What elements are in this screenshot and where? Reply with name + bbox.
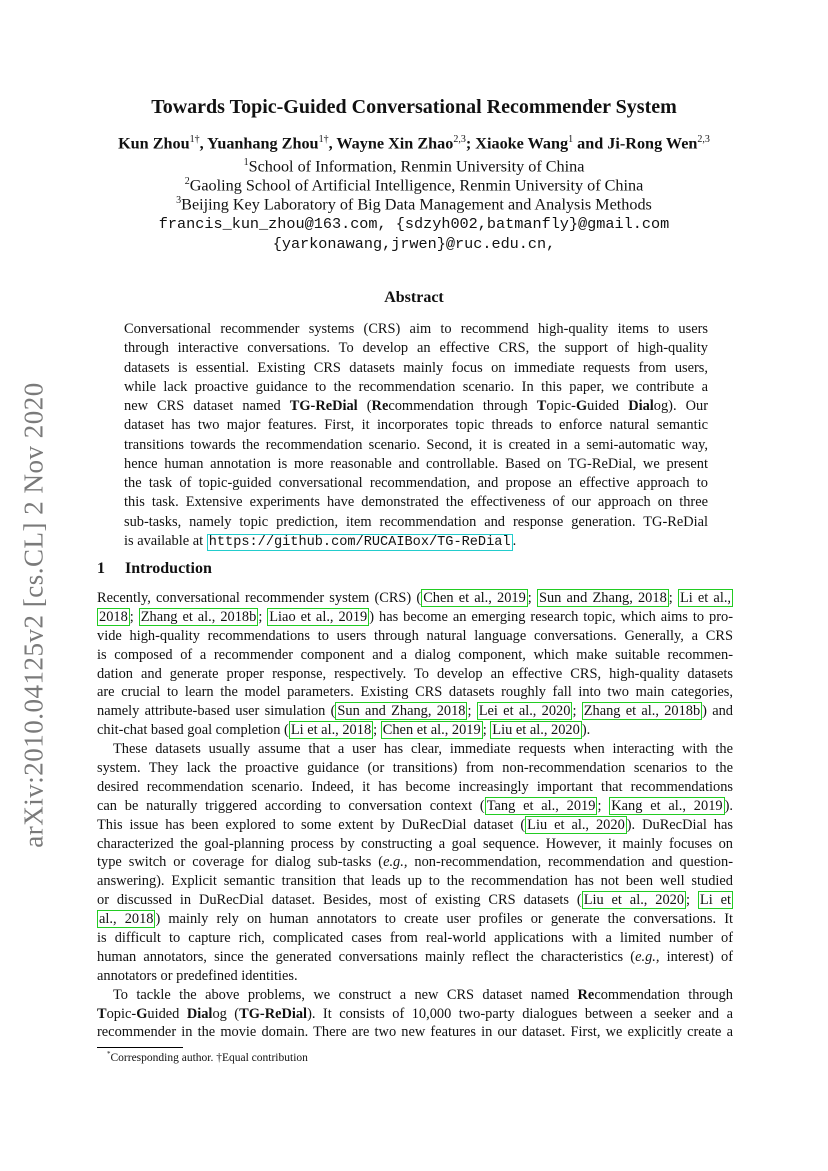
affiliation: $^1$School of Information, Renmin University of China (243, 157, 585, 176)
body-line: dation and generate proper response, respectively. To develop an effective CRS, high-quality datasets (97, 665, 733, 682)
citation-link[interactable]: 2018 (99, 608, 128, 625)
footnote: *Corresponding author. †Equal contribution (107, 1050, 308, 1064)
citation-link[interactable]: Chen et al., 2019 (423, 590, 526, 606)
citation-link[interactable]: Kang et al., 2019 (611, 797, 723, 814)
citation-link[interactable]: Tang et al., 2019 (486, 797, 596, 814)
abstract-line: datasets is essential. Existing CRS datasets mainly focus on immediate requests from users, (124, 359, 708, 376)
body-line: Recently, conversational recommender system (CRS) ( Chen et al., 2019 ; Sun and Zhang, 2018 ; Li et al., (97, 590, 732, 606)
footnote-rule (97, 1047, 183, 1048)
body-line: are crucial to learn the model parameters. Existing CRS datasets roughly fall into two main categories, (97, 684, 733, 701)
body-line: annotators or predefined identities. (97, 967, 298, 984)
abstract-line: the task of topic-guided conversational recommendation, and propose an effective approach to (124, 475, 708, 491)
body-line: human annotators, since the generated conversations mainly reflect the characteristics (e.g., interest) of (97, 948, 733, 965)
author-emails: francis_kun_zhou@163.com, {sdzyh002,batmanfly}@gmail.com (158, 215, 670, 233)
paper-title: Towards Topic-Guided Conversational Recommender System (151, 96, 677, 118)
citation-link[interactable]: Sun and Zhang, 2018 (538, 590, 667, 606)
author-name: Wayne Xin Zhao (336, 134, 454, 153)
body-line: This issue has been explored to some extent by DuRecDial dataset ( Liu et al., 2020 ). DuRecDial has (97, 816, 733, 833)
body-line: al., 2018 ) mainly rely on human annotators to create user profiles or generate the conversations. It (99, 911, 733, 928)
section-heading: 1 Introduction (97, 560, 212, 577)
citation-link[interactable]: Sun and Zhang, 2018 (337, 703, 466, 720)
citation-link[interactable]: Li et al., (679, 590, 732, 606)
citation-link[interactable]: Liu et al., 2020 (492, 722, 580, 739)
body-line: Topic-Guided Dialog (TG-ReDial). It consists of 10,000 two-party dialogues between a seeker and a (97, 1005, 733, 1022)
abstract-line: is available at https://github.com/RUCAIBox/TG-ReDial . (124, 532, 517, 550)
body-line: type switch or coverage for dialog sub-tasks (e.g., non-recommendation, recommendation and question- (97, 854, 733, 871)
body-line: system. They lack the proactive guidance (or transitions) from non-recommendation scenarios to the (97, 760, 733, 777)
body-line: is composed of a recommender component and a dialog component, which make suitable recommen- (97, 646, 733, 663)
body-line: These datasets usually assume that a user has clear, immediate requests when interacting with the (113, 741, 733, 758)
author-emails: {yarkonawang,jrwen}@ruc.edu.cn, (272, 235, 556, 253)
author-list: Kun Zhou$^{1\dagger}$, Yuanhang Zhou$^{1\dagger}$, Wayne Xin Zhao$^{2,3}$; Xiaoke Wang$^1$ and Ji-Rong Wen$^{2,3}$ (118, 134, 710, 153)
body-line: chit-chat based goal completion ( Li et al., 2018 ; Chen et al., 2019 ; Liu et al., 2020 ). (97, 722, 591, 739)
abstract-line: Conversational recommender systems (CRS) aim to recommend high-quality items to users (124, 321, 708, 337)
abstract-line: transitions towards the recommendation scenario. Second, it is created in a semi-automatic way, (124, 436, 708, 453)
body-line: recommender in the movie domain. There are two new features in our dataset. First, we explicitly create a (97, 1024, 733, 1041)
abstract-line: through interactive conversations. To develop an effective CRS, the support of high-quality (124, 340, 708, 357)
body-line: answering). Explicit semantic transition that leads up to the recommendation has not been well studied (97, 873, 733, 890)
citation-link[interactable]: al., 2018 (99, 911, 154, 928)
citation-link[interactable]: Lei et al., 2020 (478, 703, 571, 720)
body-line: vide high-quality recommendations to users through natural language conversations. Generally, a CRS (97, 627, 733, 644)
citation-link[interactable]: Zhang et al., 2018b (140, 608, 257, 625)
citation-link[interactable]: Liu et al., 2020 (527, 816, 625, 833)
body-line: To tackle the above problems, we construct a new CRS dataset named Recommendation through (113, 986, 733, 1003)
abstract-line: hence human annotation is more reasonable and controllable. Based on TG-ReDial, we present (124, 455, 708, 472)
body-line: namely attribute-based user simulation ( Sun and Zhang, 2018 ; Lei et al., 2020 ; Zhang et al., 2018b ) and (97, 703, 733, 720)
abstract-heading: Abstract (384, 289, 444, 306)
author-name: Ji-Rong Wen (607, 134, 698, 153)
body-line: characterized the goal-planning process by constructing a goal sequence. However, it mainly focuses on (97, 835, 733, 852)
citation-link[interactable]: Li et al., 2018 (290, 722, 372, 739)
author-name: Kun Zhou (118, 134, 190, 153)
author-name: Xiaoke Wang (475, 134, 569, 153)
github-link[interactable]: https://github.com/RUCAIBox/TG-ReDial (208, 534, 511, 550)
abstract-line: new CRS dataset named TG-ReDial (Recommendation through Topic-Guided Dialog). Our (124, 398, 709, 414)
citation-link[interactable]: Liao et al., 2019 (269, 608, 368, 625)
abstract-line: this task. Extensive experiments have demonstrated the effectiveness of our approach on three (124, 494, 708, 511)
introduction-body (97, 589, 733, 1042)
citation-link[interactable]: Li et (699, 892, 731, 909)
author-name: Yuanhang Zhou (207, 134, 319, 153)
body-line: or discussed in DuRecDial dataset. Besides, most of existing CRS datasets ( Liu et al., 2020 ; Li et (97, 892, 731, 909)
arxiv-stamp: arXiv:2010.04125v2 [cs.CL] 2 Nov 2020 (18, 382, 49, 848)
body-line: 2018 ; Zhang et al., 2018b ; Liao et al., 2019 ) has become an emerging research topic, which aims to pro- (99, 608, 733, 625)
abstract-line: dataset has two major features. First, it incorporates topic threads to enforce natural semantic (124, 417, 708, 434)
body-line: can be naturally triggered according to conversation context ( Tang et al., 2019 ; Kang et al., 2019 ). (97, 797, 733, 814)
abstract-line: while lack proactive guidance to the recommendation scenario. In this paper, we contribute a (124, 378, 708, 395)
affiliation: $^3$Beijing Key Laboratory of Big Data Management and Analysis Methods (176, 195, 652, 214)
citation-link[interactable]: Chen et al., 2019 (382, 722, 481, 739)
citation-link[interactable]: Liu et al., 2020 (583, 892, 685, 909)
body-line: is difficult to capture rich, complicated cases from real-world applications with a limited number of (97, 930, 733, 947)
citation-link[interactable]: Zhang et al., 2018b (583, 703, 701, 720)
abstract-body (124, 320, 708, 551)
body-line: desired recommendation scenario. Indeed, it has become increasingly important that recommendations (97, 778, 733, 795)
affiliation: $^2$Gaoling School of Artificial Intelligence, Renmin University of China (184, 176, 644, 195)
abstract-line: sub-tasks, namely topic prediction, item recommendation and response generation. TG-ReDial (124, 513, 708, 530)
